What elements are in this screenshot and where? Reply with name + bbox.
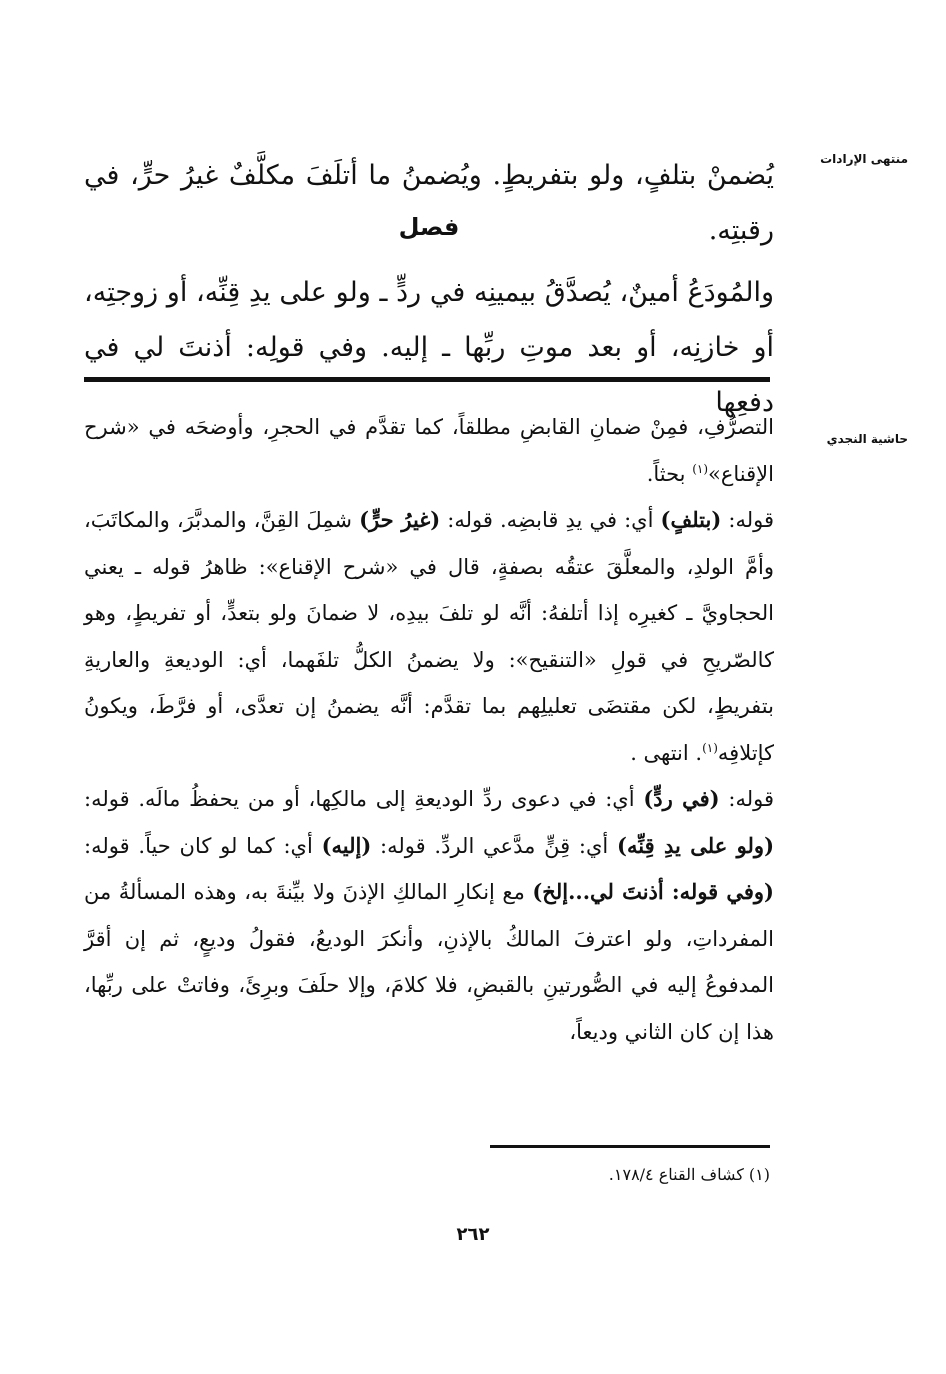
commentary-text: شمِلَ القِنَّ، والمدبَّرَ، والمكاتَبَ، وأمَّ الولدِ، والمعلَّقَ عتقُه بصفةٍ، قال في «شرح الإقناع»: ظاهرُ قوله ـ يعني الحجاويَّ ـ كغيرِه إذا أتلفهُ: أنَّه لو تلفَ بيدِه، لا ضمانَ ولو بتعدٍّ، أو تفريطٍ، وهو كالصّريحِ في قولِ «التنقيح»: ولا يضمنُ الكلُّ تلفَهما، أي: الوديعةِ والعاريةِ بتفريطٍ، لكن مقتضَى تعليلِهم بما تقدَّم: أنَّه يضمنُ إن تعدَّى، أو فرَّطَ، ويكونُ كإتلافِه [84,508,774,765]
commentary-paragraph-3 [84,776,774,1055]
commentary-text: قوله: [719,787,775,811]
commentary-text: أي: قِنٍّ مدَّعي الردِّ. قوله: [371,833,618,858]
main-text-line: يُضمنْ بتلفٍ، ولو بتفريطٍ. ويُضمنُ ما أتلَفَ مكلَّفٌ غيرُ حرٍّ، في رقبتِه. [84,160,774,246]
commentary-text: قوله: [721,508,775,532]
commentary-text: مع إنكارِ المالكِ الإذنَ ولا بيِّنةَ به، وهذه المسألةُ من المفرداتِ، ولو اعترفَ المالكُ بالإذنِ، وأنكرَ الوديعُ، فقولُ وديعٍ، ثم إن أقرَّ المدفوعُ إليه في الصُّورتينِ بالقبضِ، فلا كلامَ، وإلا حلَفَ وبرِئَ، وفاتتْ على ربِّها، هذا إن كان الثاني وديعاً، [84,880,774,1044]
quoted-term: (في ردٍّ) [643,786,720,811]
commentary-paragraph-2 [84,497,774,776]
commentary-text: التصرُّفِ، فمِنْ ضمانِ القابضِ مطلقاً، كما تقدَّم في الحجرِ، وأوضحَه في «شرح الإقناع» [84,415,774,486]
section-heading: فصل [398,213,460,241]
footnote-marker: (١) [692,461,709,476]
footnote-marker: (١) [702,740,718,755]
separator-rule [84,377,770,382]
quoted-term: (ولو على يدِ قِنِّه) [617,832,775,858]
commentary-text: أي: كما لو كان حياً. قوله: [84,833,322,858]
side-label-commentary: حاشية النجدي [826,432,908,446]
quoted-term: (غيرُ حرٍّ) [359,507,441,532]
commentary-text: بحثاً. [646,461,693,486]
main-paragraph-text: والمُودَعُ أمينٌ، يُصدَّقُ بيمينِه في ردٍّ ـ ولو على يدِ قِنِّه، أو زوجتِه، أو خازنِه، أو بعد موتِ ربِّها ـ إليه. وفي قولِه: أذنتَ لي في دفعِها [84,277,774,418]
page-number: ٢٦٢ [456,1224,490,1245]
commentary-text: أي: في دعوى ردِّ الوديعةِ إلى مالكِها، أو من يحفظُ مالَه. قوله: [84,787,644,811]
footnote-separator [490,1145,770,1148]
quoted-term: (إليه) [321,832,372,858]
commentary-paragraph-1 [84,404,774,497]
commentary-text: أي: في يدِ قابضِه. قوله: [440,508,661,532]
footnote: (١) كشاف القناع ١٧٨/٤. [608,1165,770,1184]
side-label-main-text: منتهى الإرادات [820,152,908,166]
quoted-term: (بتلفٍ) [660,507,722,532]
quoted-term: (وفي قوله: أذنتَ لي...إلخ) [532,879,774,904]
commentary-block [84,404,774,1055]
commentary-text: . انتهى . [630,740,703,765]
